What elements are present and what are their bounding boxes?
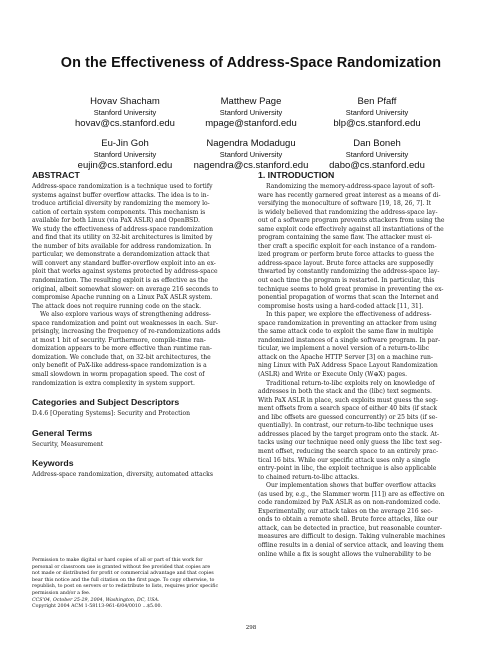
author-block <box>186 96 316 130</box>
author-affiliation: Stanford University <box>219 108 283 117</box>
author-block <box>60 138 190 172</box>
conference-line: CCS'04, October 25-29, 2004, Washington, DC, USA. <box>32 597 160 603</box>
abstract-paragraph: Address-space randomization is a technique used to fortify systems against buffer overflow attacks. The idea is to in- troduce artificial diversity by randomizing the memory lo- cation of certain system components. This mechanism is available for both Linux (via PaX ASLR) and OpenBSD. We study the effectiveness of address-space randomization and find that its utility on 32-bit architectures is limited by the number of bits available for address randomization. In particular, we demonstrate a derandomization attack that will convert any standard buffer-overflow exploit into an ex- ploit that works against systems protected by address-space randomization. The resulting exploit is as effective as the original, albeit somewhat slower: on average 216 seconds to compromise Apache running on a Linux PaX ASLR system. The attack does not require running code on the stack. <box>32 183 219 310</box>
author-name: Eu-Jin Goh <box>101 138 149 149</box>
author-email: eujin@cs.stanford.edu <box>77 160 173 171</box>
keywords-heading: Keywords <box>32 458 74 469</box>
keywords-text: Address-space randomization, diversity, automated attacks <box>32 471 213 479</box>
introduction-heading: 1. INTRODUCTION <box>258 170 335 180</box>
copyright-line: Copyright 2004 ACM 1-58113-961-6/04/0010 ...$5.00. <box>32 604 163 610</box>
abstract-paragraph: We also explore various ways of strengthening address- space randomization and point out weaknesses in each. Sur- prisingly, increasing the frequency of re-randomizations adds at most 1 bit of security. Furthermore, compile-time ran- domization appears to be more effective than runtime ran- domization. We conclude that, on 32-bit architectures, the only benefit of PaX-like address-space randomization is a small slowdown in worm propagation speed. The cost of randomization is extra complexity in system support. <box>32 311 221 387</box>
categories-text: D.4.6 [Operating Systems]: Security and Protection <box>32 410 191 418</box>
right-column <box>258 170 476 559</box>
author-block <box>186 138 316 172</box>
author-email: hovav@cs.stanford.edu <box>75 118 175 129</box>
page-number: 298 <box>245 625 257 631</box>
permission-text: Permission to make digital or hard copies of all or part of this work for personal or classroom use is granted without fee provided that copies are not made or distributed for profit or commercial advantage and that copies bear this notice and the full citation on the first page. To copy otherwise, to republish, to post on servers or to redistribute to lists, requires prior specific permission and/or a fee. <box>32 558 219 596</box>
general-terms-heading: General Terms <box>32 427 93 438</box>
left-column <box>32 170 250 480</box>
author-name: Ben Pfaff <box>357 96 397 107</box>
categories-heading: Categories and Subject Descriptors <box>32 397 180 408</box>
author-name: Hovav Shacham <box>90 96 160 107</box>
paper-title: On the Effectiveness of Address-Space Randomization <box>60 55 442 71</box>
author-name: Nagendra Modadugu <box>206 138 296 149</box>
author-affiliation: Stanford University <box>345 108 409 117</box>
author-email: mpage@stanford.edu <box>205 118 297 129</box>
author-affiliation: Stanford University <box>93 150 157 159</box>
permission-notice <box>32 558 250 611</box>
abstract-heading: ABSTRACT <box>32 170 80 180</box>
author-name: Dan Boneh <box>353 138 401 149</box>
author-affiliation: Stanford University <box>345 150 409 159</box>
intro-paragraph: Traditional return-to-libc exploits rely on knowledge of addresses in both the stack and the (libc) text segments. With PaX ASLR in place, such exploits must guess the seg- ment offsets from a search space of either 40 bits (if stack and libc offsets are guessed concurrently) or 25 bits (if se- quentially). In contrast, our return-to-libc technique uses addresses placed by the target program onto the stack. At- tacks using our technique need only guess the libc text seg- ment offset, reducing the search space to an entirely prac- tical 16 bits. While our specific attack uses only a single entry-point in libc, the exploit technique is also applicable to chained return-to-libc attacks. <box>258 379 442 481</box>
author-block <box>60 96 190 130</box>
author-email: nagendra@cs.stanford.edu <box>193 160 309 171</box>
author-block <box>312 138 442 172</box>
author-email: blp@cs.stanford.edu <box>333 118 421 129</box>
author-affiliation: Stanford University <box>219 150 283 159</box>
author-block <box>312 96 442 130</box>
intro-paragraph: Randomizing the memory-address-space layout of soft- ware has recently garnered great interest as a means of di- versifying the monoculture of software [19, 18, 26, 7]. It is widely believed that randomizing the address-space lay- out of a software program prevents attackers from using the same exploit code effectively against all instantiations of the program containing the same flaw. The attacker must ei- ther craft a specific exploit for each instance of a random- ized program or perform brute force attacks to guess the address-space layout. Brute force attacks are supposedly thwarted by constantly randomizing the address-space lay- out each time the program is restarted. In particular, this technique seems to hold great promise in preventing the ex- ponential propagation of worms that scan the Internet and compromise hosts using a hard-coded attack [11, 31]. <box>258 183 445 310</box>
author-name: Matthew Page <box>220 96 282 107</box>
author-affiliation: Stanford University <box>93 108 157 117</box>
intro-paragraph: Our implementation shows that buffer overflow attacks (as used by, e.g., the Slammer worm [11]) are as effective on code randomized by PaX ASLR as on non-randomized code. Experimentally, our attack takes on the average 216 sec- onds to obtain a remote shell. Brute force attacks, like our attack, can be detected in practice, but reasonable counter- measures are difficult to design. Taking vulnerable machines offline results in a denial of service attack, and leaving them online while a fix is sought allows the vulnerability to be <box>258 482 446 558</box>
general-terms-text: Security, Measurement <box>32 440 104 448</box>
intro-paragraph: In this paper, we explore the effectiveness of address- space randomization in preventing an attacker from using the same attack code to exploit the same flaw in multiple randomized instances of a single software program. In par- ticular, we implement a novel version of a return-to-libc attack on the Apache HTTP Server [3] on a machine run- ning Linux with PaX Address Space Layout Randomization (ASLR) and Write or Execute Only (W⊕X) pages. <box>258 311 441 379</box>
author-email: dabo@cs.stanford.edu <box>329 160 425 171</box>
